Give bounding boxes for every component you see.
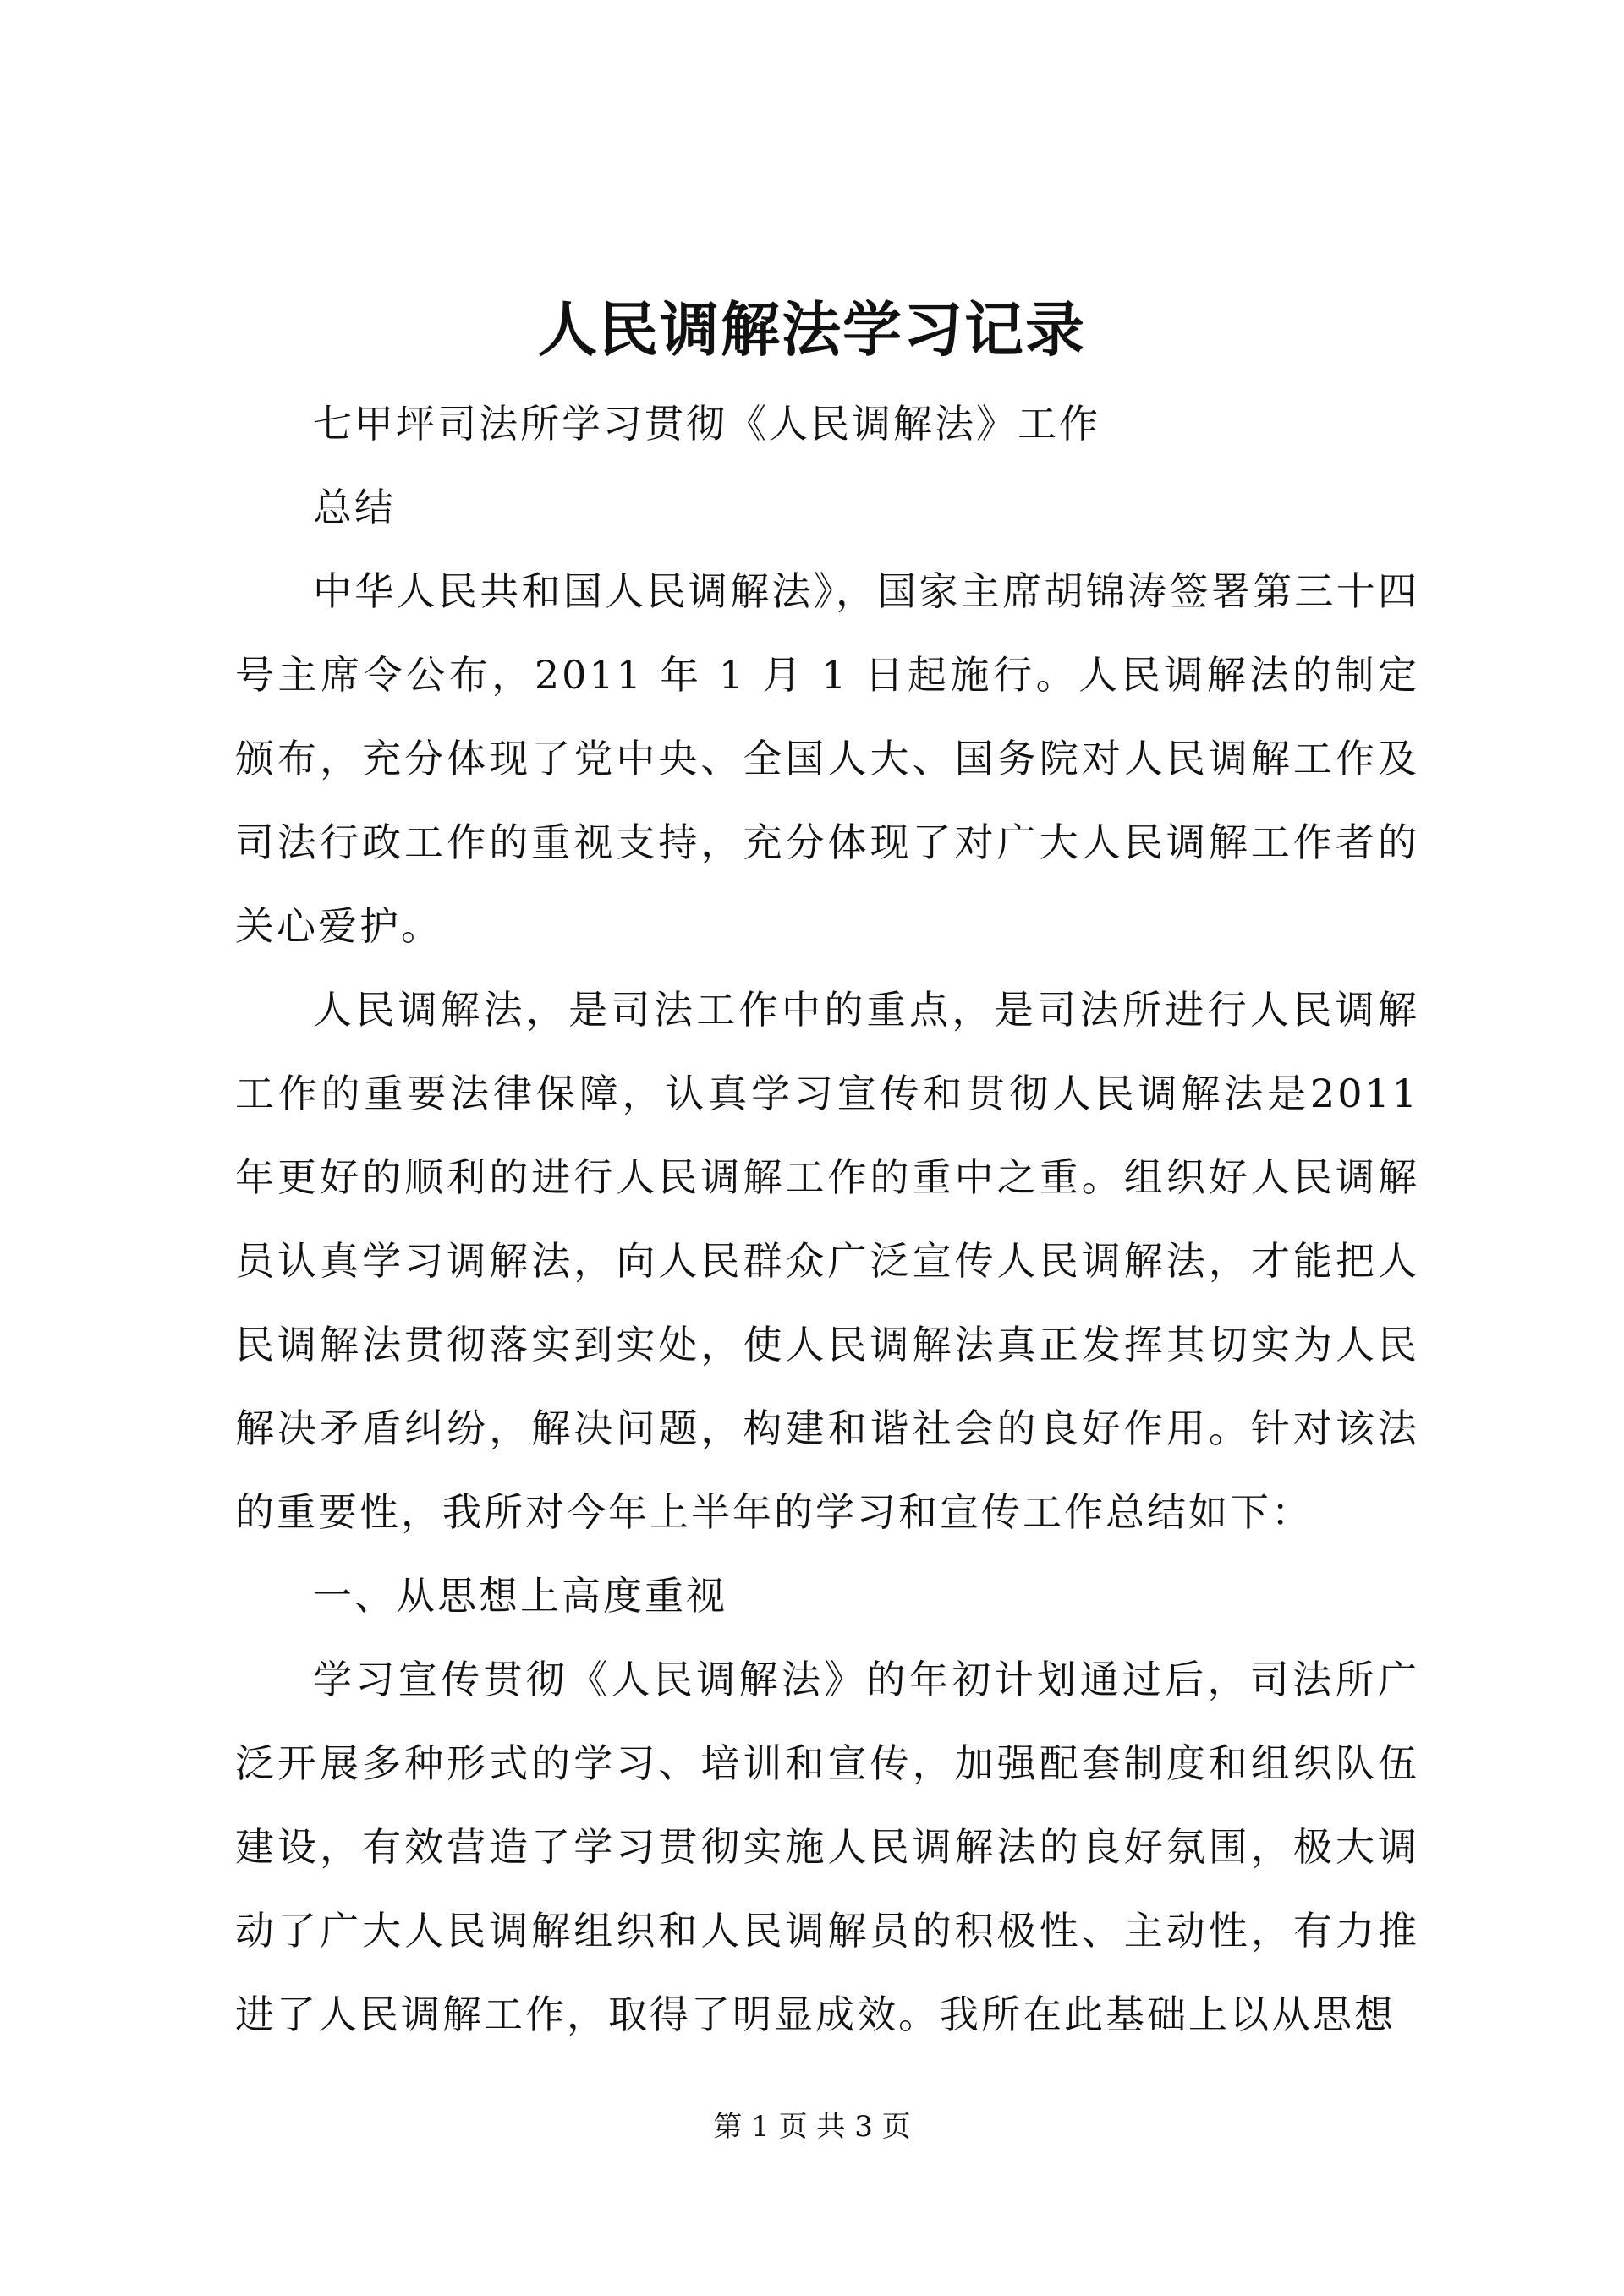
- page-footer: 第 1 页 共 3 页: [713, 2110, 911, 2144]
- paragraph-importance: 人民调解法，是司法工作中的重点，是司法所进行人民调解工作的重要法律保障，认真学习宣传和贯彻人民调解法是2011年更好的顺利的进行人民调解工作的重中之重。组织好人民调解员认真学习调解法，向人民群众广泛宣传人民调解法，才能把人民调解法贯彻落实到实处，使人民调解法真正发挥其切实为人民解决矛盾纠纷，解决问题，构建和谐社会的良好作用。针对该法的重要性，我所对今年上半年的学习和宣传工作总结如下：: [235, 987, 1419, 1535]
- subtitle-line-2: 总结: [313, 485, 396, 530]
- section-heading-1: 一、从思想上高度重视: [313, 1573, 727, 1619]
- paragraph-intro: 中华人民共和国人民调解法》，国家主席胡锦涛签署第三十四号主席令公布，2011 年 1 月 1 日起施行。人民调解法的制定颁布，充分体现了党中央、全国人大、国务院对人民调解工作及司法行政工作的重视支持，充分体现了对广大人民调解工作者的关心爱护。: [235, 568, 1419, 949]
- document-title: 人民调解法学习记录: [538, 294, 1086, 364]
- subtitle-line-1: 七甲坪司法所学习贯彻《人民调解法》工作: [313, 401, 1100, 447]
- document-body: [235, 382, 1419, 2057]
- paragraph-section-1: 学习宣传贯彻《人民调解法》的年初计划通过后，司法所广泛开展多种形式的学习、培训和宣传，加强配套制度和组织队伍建设，有效营造了学习贯彻实施人民调解法的良好氛围，极大调动了广大人民调解组织和人民调解员的积极性、主动性，有力推进了人民调解工作，取得了明显成效。我所在此基础上以从思想: [235, 1657, 1419, 2037]
